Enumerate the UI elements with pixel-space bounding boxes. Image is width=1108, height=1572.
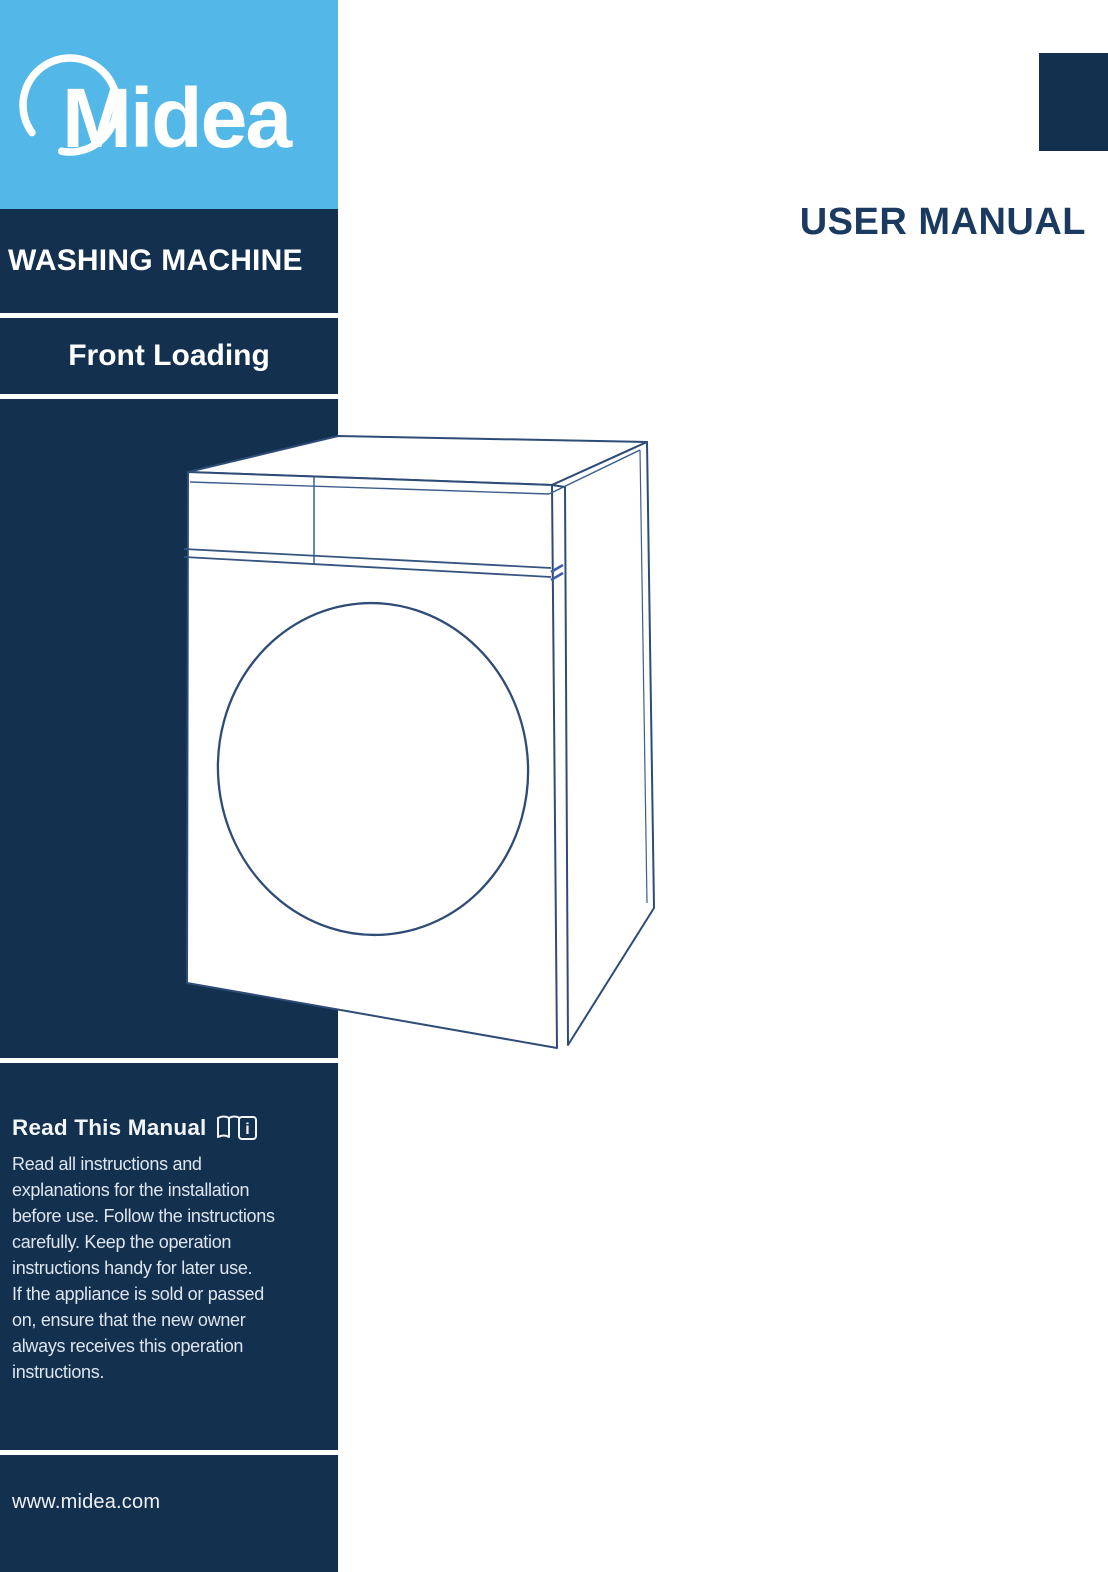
read-manual-section bbox=[0, 1063, 338, 1450]
footer-bar bbox=[0, 1455, 338, 1572]
open-book-info-icon bbox=[215, 1113, 259, 1143]
midea-logo-box bbox=[0, 0, 338, 209]
corner-accent-square bbox=[1039, 53, 1108, 151]
variant-title: Front Loading bbox=[68, 339, 270, 372]
read-manual-line: explanations for the installation bbox=[12, 1180, 250, 1200]
logo-wordmark: Midea bbox=[62, 71, 291, 165]
read-manual-line: Read all instructions and bbox=[12, 1154, 202, 1174]
product-title: WASHING MACHINE bbox=[8, 244, 303, 277]
read-manual-line: carefully. Keep the operation bbox=[12, 1232, 232, 1252]
read-manual-line: on, ensure that the new owner bbox=[12, 1310, 246, 1330]
product-title-band bbox=[0, 209, 338, 313]
read-manual-line: If the appliance is sold or passed bbox=[12, 1284, 264, 1304]
read-manual-heading-row bbox=[12, 1113, 328, 1143]
washer-side-face bbox=[552, 442, 654, 1045]
read-manual-line: always receives this operation bbox=[12, 1336, 244, 1356]
document-title: USER MANUAL bbox=[799, 201, 1086, 243]
read-manual-line: before use. Follow the instructions bbox=[12, 1206, 275, 1226]
read-manual-text bbox=[12, 1151, 328, 1385]
info-icon-letter: i bbox=[245, 1121, 251, 1138]
read-manual-line: instructions. bbox=[12, 1362, 105, 1382]
read-manual-line: instructions handy for later use. bbox=[12, 1258, 253, 1278]
website-text: www.midea.com bbox=[12, 1491, 161, 1513]
washing-machine-illustration bbox=[180, 425, 660, 1065]
midea-logo bbox=[0, 0, 338, 209]
read-manual-heading: Read This Manual bbox=[12, 1115, 207, 1140]
variant-title-band bbox=[0, 318, 338, 394]
